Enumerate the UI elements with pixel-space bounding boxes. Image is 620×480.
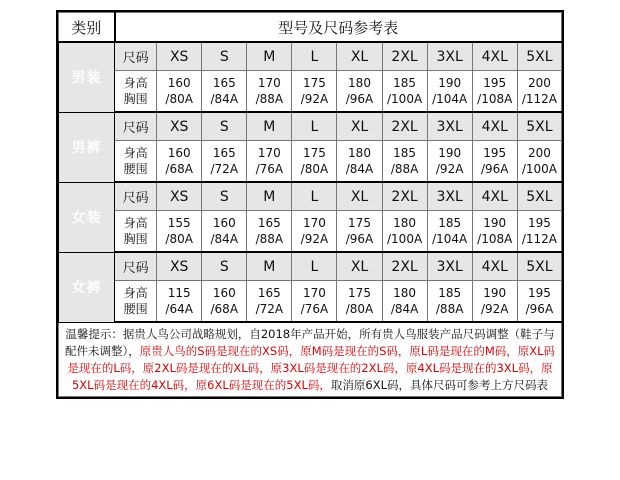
girth-value: /88A (255, 232, 284, 246)
girth-value: /72A (255, 302, 284, 316)
measurement-row (59, 211, 562, 253)
category-cell: 女裤 (59, 252, 115, 322)
girth-value: /84A (210, 92, 239, 106)
height-value: 115 (167, 286, 191, 300)
size-cell: L (292, 182, 337, 211)
height-label: 身高 (123, 146, 148, 160)
measurement-cell (427, 71, 472, 113)
girth-value: /72A (210, 162, 239, 176)
size-cell: S (202, 182, 247, 211)
height-value: 170 (302, 286, 326, 300)
measurement-cell (202, 71, 247, 113)
size-cell: XS (157, 182, 202, 211)
girth-value: /84A (345, 162, 374, 176)
size-cell: 3XL (427, 182, 472, 211)
measurement-label (115, 71, 157, 113)
girth-label: 腰围 (123, 162, 148, 176)
measurement-cell (517, 71, 561, 113)
girth-value: /96A (345, 232, 374, 246)
height-value: 190 (483, 216, 507, 230)
size-cell: S (202, 252, 247, 281)
measurement-cell (337, 71, 382, 113)
size-cell: M (247, 252, 292, 281)
height-value: 165 (212, 76, 236, 90)
measurement-label (115, 211, 157, 253)
girth-value: /100A (387, 232, 423, 246)
height-label: 身高 (123, 286, 148, 300)
girth-value: /68A (210, 302, 239, 316)
note-intro: 温馨提示：据贵人鸟公司战略规划，自2018年产品开始，所有贵人鸟服装产品尺码调整（鞋子与配件未调整）， (64, 327, 555, 358)
size-cell: 3XL (427, 42, 472, 71)
height-value: 170 (302, 216, 326, 230)
height-value: 200 (527, 76, 551, 90)
measurement-cell (292, 211, 337, 253)
measurement-cell (382, 71, 427, 113)
height-value: 185 (393, 76, 417, 90)
size-row (59, 42, 562, 71)
height-value: 160 (167, 146, 191, 160)
measurement-cell (337, 141, 382, 183)
size-cell: 2XL (382, 252, 427, 281)
size-cell: 4XL (472, 112, 517, 141)
size-cell: 5XL (517, 182, 561, 211)
measurement-cell (202, 211, 247, 253)
height-value: 175 (348, 216, 371, 230)
size-cell: XL (337, 42, 382, 71)
girth-value: /80A (165, 232, 193, 246)
size-cell: 2XL (382, 42, 427, 71)
girth-value: /92A (435, 162, 464, 176)
measurement-cell (472, 281, 517, 323)
measurement-cell (337, 281, 382, 323)
girth-value: /64A (165, 302, 193, 316)
girth-value: /100A (387, 92, 423, 106)
measurement-cell (427, 211, 472, 253)
girth-value: /96A (525, 302, 554, 316)
category-cell: 男装 (59, 42, 115, 112)
measurement-cell (247, 141, 292, 183)
measurement-row (59, 71, 562, 113)
girth-value: /76A (255, 162, 284, 176)
measurement-cell (472, 71, 517, 113)
measurement-cell (247, 71, 292, 113)
size-cell: 3XL (427, 112, 472, 141)
size-cell: XS (157, 112, 202, 141)
measurement-cell (382, 281, 427, 323)
height-value: 160 (212, 286, 236, 300)
measurement-cell (517, 141, 561, 183)
height-value: 170 (257, 146, 281, 160)
girth-label: 腰围 (123, 302, 148, 316)
girth-value: /80A (345, 302, 374, 316)
height-value: 180 (393, 286, 417, 300)
girth-value: /80A (165, 92, 193, 106)
girth-value: /96A (345, 92, 374, 106)
measurement-cell (157, 141, 202, 183)
size-cell: L (292, 42, 337, 71)
height-value: 190 (438, 76, 462, 90)
measurement-cell (517, 281, 561, 323)
size-row (59, 112, 562, 141)
size-cell: XS (157, 252, 202, 281)
note-closing: 取消原6XL码，具体尺码可参考上方尺码表 (330, 378, 548, 392)
measurement-cell (517, 211, 561, 253)
size-cell: M (247, 42, 292, 71)
category-cell: 女装 (59, 182, 115, 252)
girth-value: /108A (477, 92, 513, 106)
height-value: 165 (212, 146, 236, 160)
height-value: 200 (527, 146, 551, 160)
girth-value: /108A (477, 232, 513, 246)
height-value: 160 (167, 76, 191, 90)
girth-value: /100A (521, 162, 557, 176)
size-cell: XL (337, 112, 382, 141)
girth-value: /76A (300, 302, 329, 316)
girth-label: 胸围 (123, 92, 148, 106)
measurement-cell (157, 211, 202, 253)
measurement-cell (472, 141, 517, 183)
girth-value: /84A (390, 302, 419, 316)
measurement-cell (292, 141, 337, 183)
height-value: 195 (527, 216, 551, 230)
size-note (59, 322, 562, 397)
size-cell: 5XL (517, 252, 561, 281)
measurement-cell (427, 141, 472, 183)
height-value: 185 (438, 216, 462, 230)
size-cell: XL (337, 182, 382, 211)
girth-value: /104A (432, 232, 468, 246)
girth-value: /112A (521, 232, 557, 246)
height-value: 190 (483, 286, 507, 300)
size-cell: M (247, 182, 292, 211)
size-cell: 5XL (517, 112, 561, 141)
height-value: 185 (393, 146, 417, 160)
size-cell: L (292, 112, 337, 141)
height-value: 170 (257, 76, 281, 90)
girth-value: /68A (165, 162, 193, 176)
measurement-cell (157, 281, 202, 323)
girth-value: /84A (210, 232, 239, 246)
size-cell: S (202, 42, 247, 71)
height-value: 195 (527, 286, 551, 300)
measurement-cell (202, 281, 247, 323)
size-label: 尺码 (115, 42, 157, 71)
measurement-cell (337, 211, 382, 253)
size-cell: 5XL (517, 42, 561, 71)
height-value: 175 (302, 76, 326, 90)
category-header: 类别 (59, 13, 115, 43)
measurement-cell (427, 281, 472, 323)
size-cell: 2XL (382, 182, 427, 211)
girth-value: /92A (480, 302, 509, 316)
height-label: 身高 (123, 216, 148, 230)
measurement-cell (382, 141, 427, 183)
measurement-cell (292, 71, 337, 113)
size-cell: 3XL (427, 252, 472, 281)
size-label: 尺码 (115, 182, 157, 211)
girth-value: /104A (432, 92, 468, 106)
size-chart (56, 10, 564, 399)
measurement-label (115, 141, 157, 183)
size-cell: XL (337, 252, 382, 281)
measurement-cell (292, 281, 337, 323)
height-value: 175 (348, 286, 371, 300)
height-value: 160 (212, 216, 236, 230)
size-cell: S (202, 112, 247, 141)
size-cell: XS (157, 42, 202, 71)
height-value: 180 (393, 216, 417, 230)
size-row (59, 182, 562, 211)
size-cell: L (292, 252, 337, 281)
girth-value: /96A (480, 162, 509, 176)
height-value: 195 (483, 146, 507, 160)
height-value: 190 (438, 146, 462, 160)
measurement-label (115, 281, 157, 323)
girth-value: /88A (255, 92, 284, 106)
height-value: 175 (302, 146, 326, 160)
girth-label: 胸围 (123, 232, 148, 246)
category-cell: 男裤 (59, 112, 115, 182)
girth-value: /92A (300, 92, 329, 106)
height-value: 165 (257, 216, 281, 230)
size-label: 尺码 (115, 252, 157, 281)
measurement-cell (247, 211, 292, 253)
height-value: 180 (348, 146, 371, 160)
height-value: 185 (438, 286, 462, 300)
size-cell: 4XL (472, 182, 517, 211)
girth-value: /92A (300, 232, 329, 246)
height-value: 155 (167, 216, 191, 230)
size-table (58, 12, 562, 397)
girth-value: /88A (435, 302, 464, 316)
girth-value: /88A (390, 162, 419, 176)
height-value: 195 (483, 76, 507, 90)
measurement-cell (382, 211, 427, 253)
table-title: 型号及尺码参考表 (115, 13, 562, 43)
height-value: 165 (257, 286, 281, 300)
size-cell: M (247, 112, 292, 141)
girth-value: /80A (300, 162, 329, 176)
height-value: 180 (348, 76, 371, 90)
measurement-cell (472, 211, 517, 253)
measurement-cell (247, 281, 292, 323)
size-cell: 2XL (382, 112, 427, 141)
measurement-row (59, 141, 562, 183)
measurement-cell (157, 71, 202, 113)
size-row (59, 252, 562, 281)
size-label: 尺码 (115, 112, 157, 141)
measurement-row (59, 281, 562, 323)
size-cell: 4XL (472, 42, 517, 71)
measurement-cell (202, 141, 247, 183)
size-cell: 4XL (472, 252, 517, 281)
height-label: 身高 (123, 76, 148, 90)
note-size-change: 原贵人鸟的S码是现在的XS码，原M码是现在的S码，原L码是现在的M码，原XL码是现在的L码，原2XL码是现在的XL码，原3XL码是现在的2XL码，原4XL码是现在的3XL码，原5XL码是现在的4XL码，原6XL码是现在的5XL码， (67, 344, 556, 392)
girth-value: /112A (521, 92, 557, 106)
header-row (59, 13, 562, 43)
